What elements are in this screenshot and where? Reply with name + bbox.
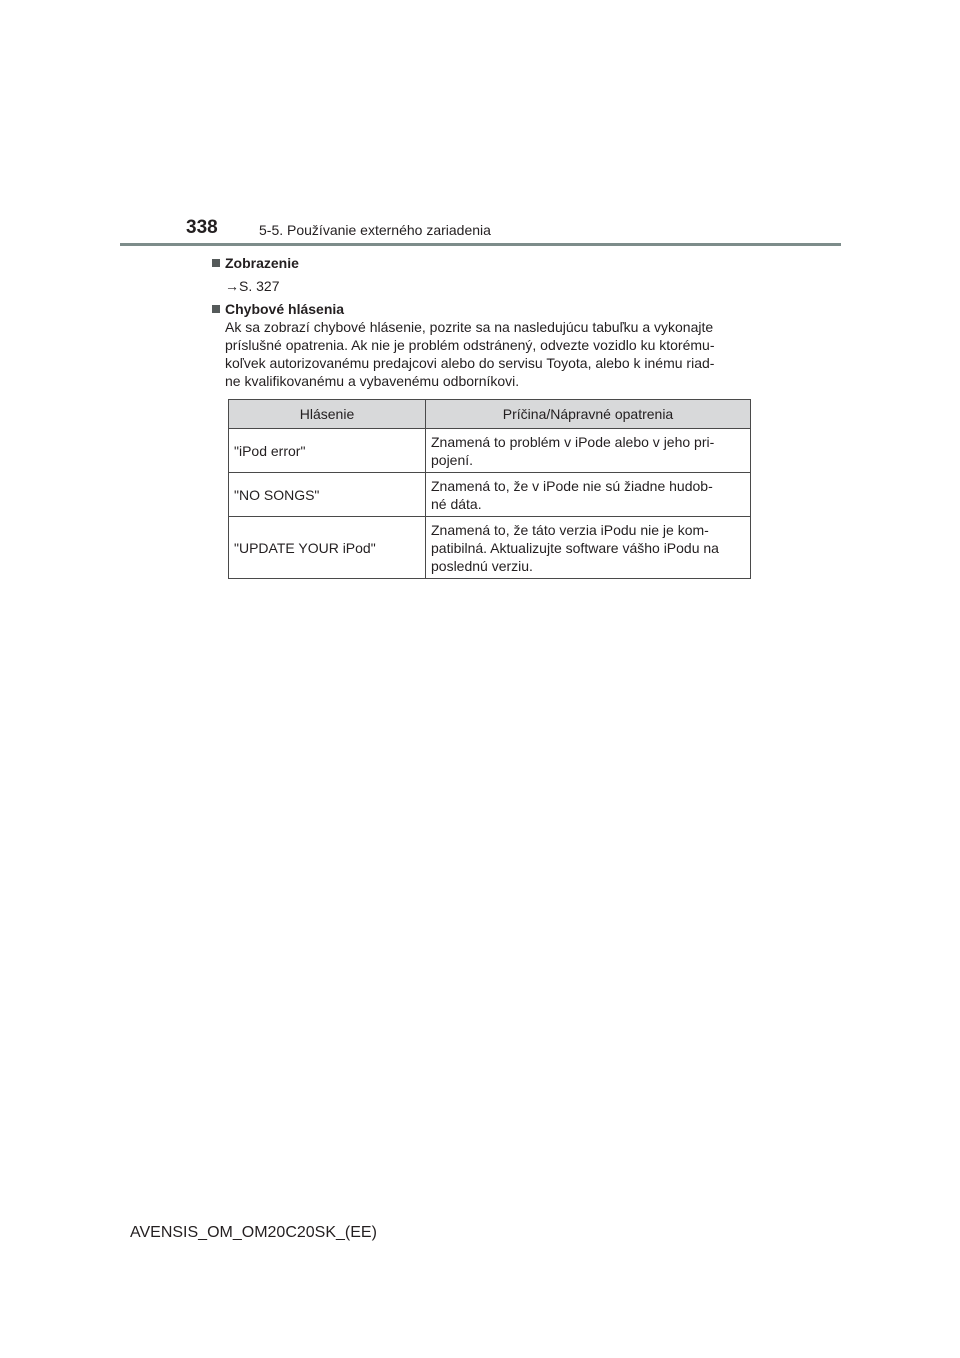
table-row	[229, 473, 751, 517]
heading-errors-text: Chybové hlásenia	[225, 301, 345, 317]
heading-errors	[212, 300, 772, 318]
errors-description	[212, 318, 747, 390]
table-row	[229, 429, 751, 473]
square-bullet-icon	[212, 305, 220, 313]
header-divider	[120, 243, 841, 246]
table-header-row	[229, 400, 751, 429]
page-number: 338	[186, 217, 218, 238]
message-cell: "iPod error"	[229, 429, 426, 473]
table-row	[229, 517, 751, 579]
paragraph-line: Ak sa zobrazí chybové hlásenie, pozrite sa na nasledujúcu tabuľku a vykonajte	[225, 319, 714, 335]
cause-line: Znamená to, že v iPode nie sú žiadne hudob-	[431, 477, 713, 494]
message-cell: "UPDATE YOUR iPod"	[229, 517, 426, 579]
section-title: 5-5. Používanie externého zariadenia	[259, 222, 491, 238]
cause-line: pojení.	[431, 451, 474, 468]
error-messages-table	[228, 399, 751, 579]
square-bullet-icon	[212, 259, 220, 267]
cause-line: patibilná. Aktualizujte software vášho iPodu na	[431, 539, 719, 556]
cause-cell	[426, 517, 751, 579]
page-reference-link[interactable]: →S. 327	[225, 278, 280, 294]
column-header-cause: Príčina/Nápravné opatrenia	[426, 400, 751, 429]
cause-line: Znamená to problém v iPode alebo v jeho pri-	[431, 433, 715, 450]
cause-line: Znamená to, že táto verzia iPodu nie je kom-	[431, 521, 709, 538]
page-content	[212, 254, 772, 390]
message-cell: "NO SONGS"	[229, 473, 426, 517]
cause-cell	[426, 429, 751, 473]
cause-line: poslednú verziu.	[431, 557, 533, 574]
heading-display-text: Zobrazenie	[225, 255, 299, 271]
paragraph-line: ne kvalifikovanému a vybavenému odborníkovi.	[225, 373, 520, 389]
column-header-message: Hlásenie	[229, 400, 426, 429]
document-code-footer: AVENSIS_OM_OM20C20SK_(EE)	[130, 1224, 377, 1241]
paragraph-line: príslušné opatrenia. Ak nie je problém odstránený, odvezte vozidlo ku ktorému-	[225, 337, 715, 353]
cause-cell	[426, 473, 751, 517]
cause-line: né dáta.	[431, 495, 482, 512]
paragraph-line: koľvek autorizovanému predajcovi alebo do servisu Toyota, alebo k inému riad-	[225, 355, 715, 371]
heading-display	[212, 254, 772, 272]
